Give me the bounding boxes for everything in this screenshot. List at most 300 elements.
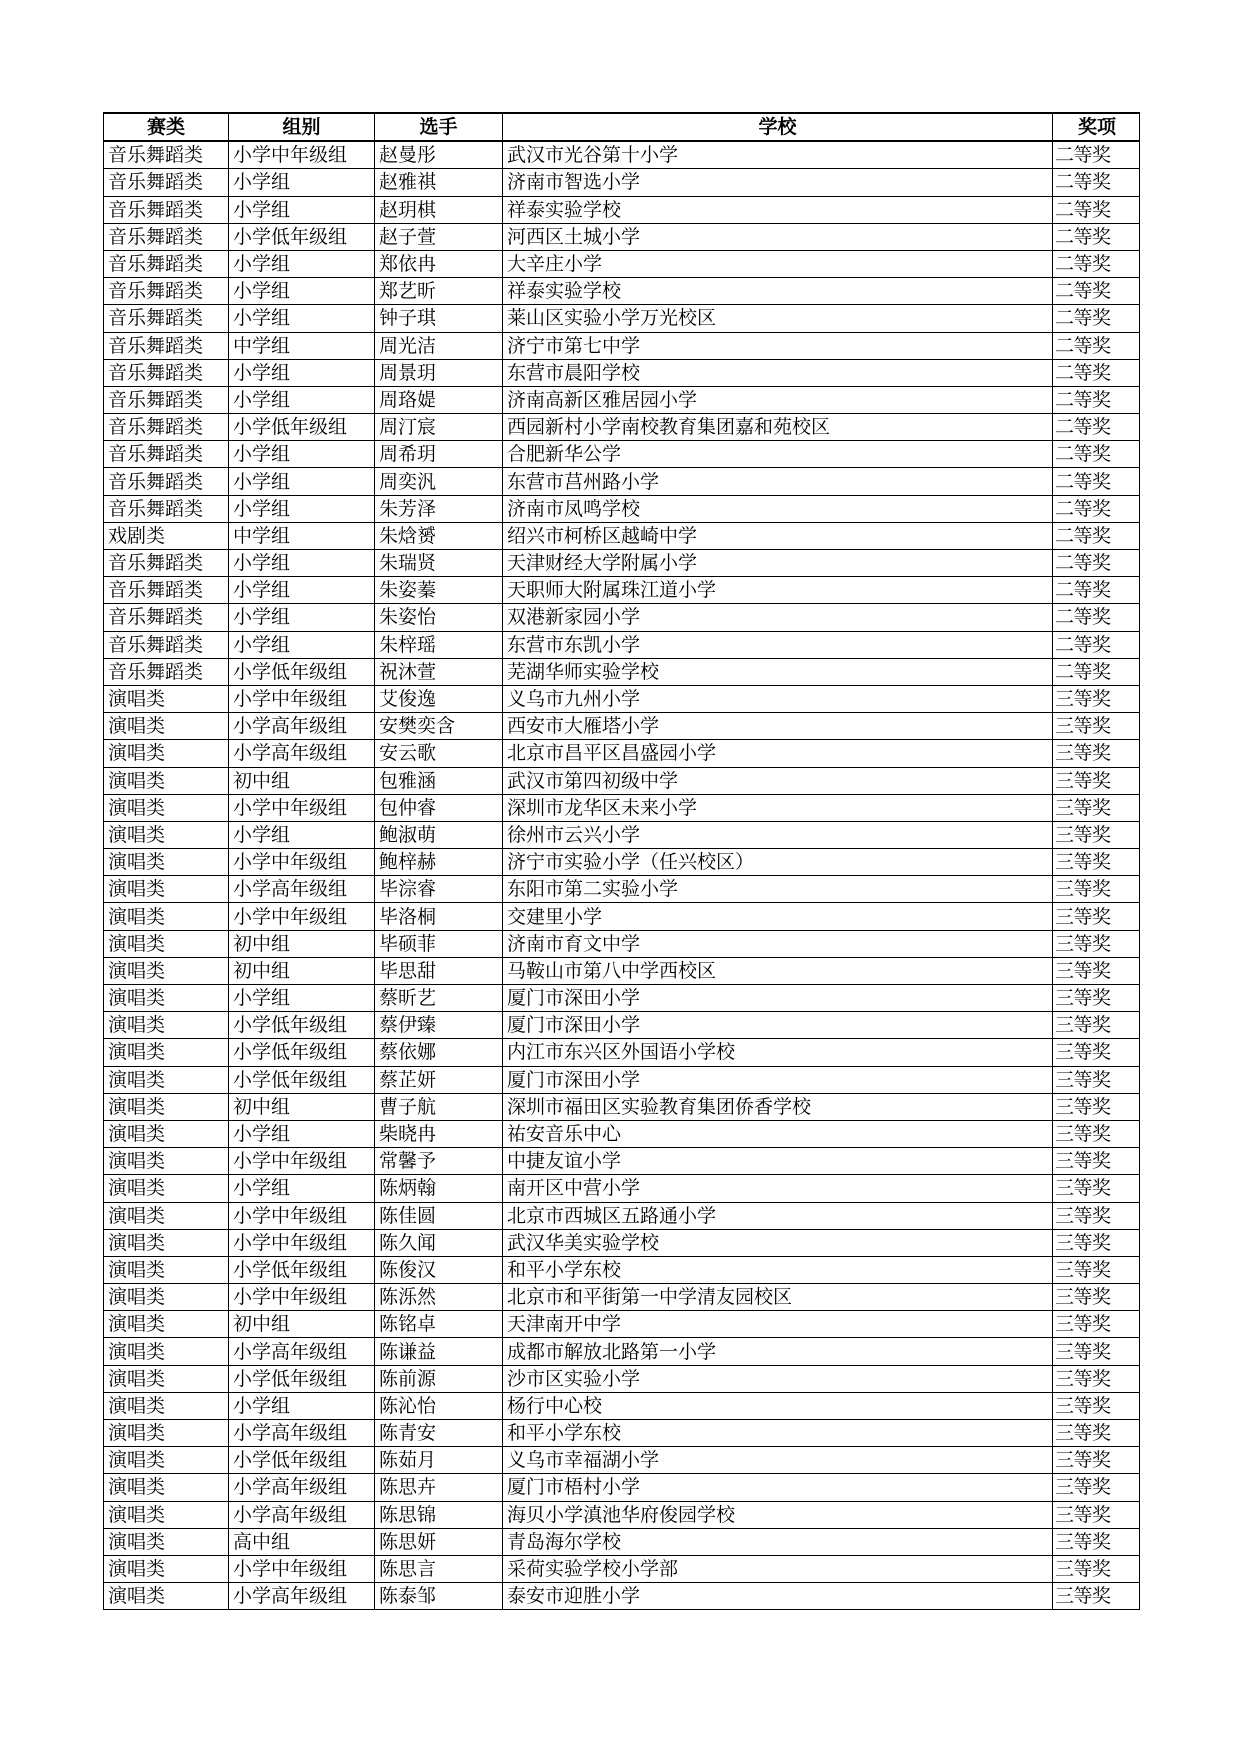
cell-award: 三等奖 (1053, 685, 1140, 712)
cell-school: 武汉市光谷第十小学 (503, 141, 1053, 169)
cell-award: 二等奖 (1053, 550, 1140, 577)
cell-contestant: 陈久闻 (375, 1229, 503, 1256)
cell-award: 三等奖 (1053, 767, 1140, 794)
cell-contestant: 周光洁 (375, 332, 503, 359)
cell-award: 三等奖 (1053, 1555, 1140, 1582)
cell-school: 大辛庄小学 (503, 250, 1053, 277)
cell-school: 北京市西城区五路通小学 (503, 1202, 1053, 1229)
cell-award: 二等奖 (1053, 332, 1140, 359)
cell-category: 演唱类 (104, 1284, 229, 1311)
cell-contestant: 陈思言 (375, 1555, 503, 1582)
cell-award: 二等奖 (1053, 386, 1140, 413)
cell-school: 义乌市幸福湖小学 (503, 1447, 1053, 1474)
header-row (104, 113, 1140, 141)
cell-group: 小学中年级组 (229, 849, 375, 876)
cell-school: 南开区中营小学 (503, 1175, 1053, 1202)
cell-award: 三等奖 (1053, 740, 1140, 767)
cell-category: 演唱类 (104, 903, 229, 930)
cell-school: 采荷实验学校小学部 (503, 1555, 1053, 1582)
cell-school: 西安市大雁塔小学 (503, 713, 1053, 740)
cell-category: 音乐舞蹈类 (104, 468, 229, 495)
table-row (104, 250, 1140, 277)
table-row (104, 441, 1140, 468)
cell-school: 海贝小学滇池华府俊园学校 (503, 1501, 1053, 1528)
cell-group: 小学中年级组 (229, 141, 375, 169)
cell-category: 音乐舞蹈类 (104, 414, 229, 441)
cell-award: 二等奖 (1053, 305, 1140, 332)
cell-award: 二等奖 (1053, 468, 1140, 495)
table-row (104, 1148, 1140, 1175)
cell-group: 小学组 (229, 604, 375, 631)
cell-group: 小学低年级组 (229, 1039, 375, 1066)
cell-contestant: 周汀宸 (375, 414, 503, 441)
cell-award: 三等奖 (1053, 930, 1140, 957)
cell-group: 小学低年级组 (229, 1066, 375, 1093)
table-row (104, 1447, 1140, 1474)
cell-group: 高中组 (229, 1528, 375, 1555)
cell-category: 音乐舞蹈类 (104, 305, 229, 332)
cell-category: 音乐舞蹈类 (104, 223, 229, 250)
cell-group: 小学组 (229, 1175, 375, 1202)
cell-group: 小学组 (229, 821, 375, 848)
cell-contestant: 赵玥棋 (375, 196, 503, 223)
cell-contestant: 郑艺昕 (375, 278, 503, 305)
table-row (104, 196, 1140, 223)
cell-school: 泰安市迎胜小学 (503, 1583, 1053, 1610)
cell-group: 小学中年级组 (229, 1555, 375, 1582)
cell-school: 济南市育文中学 (503, 930, 1053, 957)
table-row (104, 522, 1140, 549)
cell-contestant: 鲍淑萌 (375, 821, 503, 848)
table-header (104, 113, 1140, 141)
cell-category: 演唱类 (104, 930, 229, 957)
cell-contestant: 朱姿怡 (375, 604, 503, 631)
cell-school: 东营市莒州路小学 (503, 468, 1053, 495)
cell-group: 小学中年级组 (229, 1284, 375, 1311)
table-row (104, 713, 1140, 740)
cell-award: 三等奖 (1053, 1365, 1140, 1392)
cell-group: 小学低年级组 (229, 1012, 375, 1039)
table-row (104, 1501, 1140, 1528)
cell-school: 天职师大附属珠江道小学 (503, 577, 1053, 604)
table-row (104, 876, 1140, 903)
cell-school: 济南高新区雅居园小学 (503, 386, 1053, 413)
cell-group: 初中组 (229, 767, 375, 794)
cell-contestant: 朱瑞贤 (375, 550, 503, 577)
header-school: 学校 (503, 113, 1053, 141)
cell-award: 三等奖 (1053, 1120, 1140, 1147)
cell-contestant: 包仲睿 (375, 794, 503, 821)
cell-award: 三等奖 (1053, 1528, 1140, 1555)
cell-school: 和平小学东校 (503, 1420, 1053, 1447)
cell-contestant: 钟子琪 (375, 305, 503, 332)
cell-contestant: 毕硕菲 (375, 930, 503, 957)
cell-category: 音乐舞蹈类 (104, 250, 229, 277)
cell-contestant: 朱焓赟 (375, 522, 503, 549)
cell-category: 音乐舞蹈类 (104, 141, 229, 169)
table-row (104, 1583, 1140, 1610)
table-row (104, 1392, 1140, 1419)
cell-contestant: 蔡伊臻 (375, 1012, 503, 1039)
cell-group: 初中组 (229, 1093, 375, 1120)
cell-award: 三等奖 (1053, 1012, 1140, 1039)
cell-school: 芜湖华师实验学校 (503, 658, 1053, 685)
table-row (104, 903, 1140, 930)
table-row (104, 985, 1140, 1012)
table-row (104, 1474, 1140, 1501)
cell-group: 小学中年级组 (229, 1229, 375, 1256)
cell-contestant: 鲍梓赫 (375, 849, 503, 876)
table-row (104, 550, 1140, 577)
cell-award: 三等奖 (1053, 1202, 1140, 1229)
cell-group: 小学组 (229, 305, 375, 332)
cell-award: 三等奖 (1053, 1474, 1140, 1501)
cell-group: 小学组 (229, 577, 375, 604)
cell-category: 演唱类 (104, 685, 229, 712)
table-row (104, 577, 1140, 604)
cell-school: 徐州市云兴小学 (503, 821, 1053, 848)
cell-award: 二等奖 (1053, 522, 1140, 549)
cell-category: 演唱类 (104, 1175, 229, 1202)
table-row (104, 495, 1140, 522)
cell-group: 小学组 (229, 495, 375, 522)
cell-group: 小学中年级组 (229, 903, 375, 930)
cell-group: 小学组 (229, 196, 375, 223)
cell-school: 西园新村小学南校教育集团嘉和苑校区 (503, 414, 1053, 441)
cell-contestant: 陈佳圆 (375, 1202, 503, 1229)
cell-school: 杨行中心校 (503, 1392, 1053, 1419)
cell-award: 三等奖 (1053, 1066, 1140, 1093)
cell-category: 演唱类 (104, 1093, 229, 1120)
cell-group: 小学低年级组 (229, 658, 375, 685)
cell-award: 三等奖 (1053, 821, 1140, 848)
cell-category: 演唱类 (104, 1501, 229, 1528)
cell-award: 二等奖 (1053, 604, 1140, 631)
cell-award: 三等奖 (1053, 1093, 1140, 1120)
cell-category: 演唱类 (104, 1447, 229, 1474)
cell-award: 三等奖 (1053, 1420, 1140, 1447)
cell-award: 三等奖 (1053, 849, 1140, 876)
cell-school: 厦门市深田小学 (503, 1012, 1053, 1039)
cell-school: 交建里小学 (503, 903, 1053, 930)
cell-category: 演唱类 (104, 1365, 229, 1392)
cell-contestant: 安樊奕含 (375, 713, 503, 740)
cell-school: 双港新家园小学 (503, 604, 1053, 631)
cell-category: 音乐舞蹈类 (104, 278, 229, 305)
cell-category: 音乐舞蹈类 (104, 169, 229, 196)
cell-school: 祐安音乐中心 (503, 1120, 1053, 1147)
cell-contestant: 毕淙睿 (375, 876, 503, 903)
table-row (104, 414, 1140, 441)
cell-group: 小学低年级组 (229, 223, 375, 250)
cell-award: 三等奖 (1053, 1501, 1140, 1528)
cell-award: 二等奖 (1053, 223, 1140, 250)
cell-contestant: 安云歌 (375, 740, 503, 767)
cell-category: 演唱类 (104, 1311, 229, 1338)
cell-school: 厦门市深田小学 (503, 1066, 1053, 1093)
table-row (104, 631, 1140, 658)
cell-group: 小学高年级组 (229, 1338, 375, 1365)
cell-contestant: 周奕汎 (375, 468, 503, 495)
cell-contestant: 陈前源 (375, 1365, 503, 1392)
cell-group: 小学中年级组 (229, 794, 375, 821)
cell-group: 小学组 (229, 985, 375, 1012)
table-row (104, 332, 1140, 359)
cell-school: 马鞍山市第八中学西校区 (503, 957, 1053, 984)
cell-category: 音乐舞蹈类 (104, 577, 229, 604)
cell-school: 厦门市梧村小学 (503, 1474, 1053, 1501)
table-row (104, 1229, 1140, 1256)
cell-award: 二等奖 (1053, 441, 1140, 468)
cell-award: 二等奖 (1053, 250, 1140, 277)
cell-category: 演唱类 (104, 794, 229, 821)
cell-contestant: 陈铭卓 (375, 1311, 503, 1338)
table-row (104, 1039, 1140, 1066)
cell-school: 北京市昌平区昌盛园小学 (503, 740, 1053, 767)
table-row (104, 223, 1140, 250)
cell-contestant: 柴晓冉 (375, 1120, 503, 1147)
cell-contestant: 朱梓瑶 (375, 631, 503, 658)
cell-award: 三等奖 (1053, 1256, 1140, 1283)
cell-school: 东营市晨阳学校 (503, 359, 1053, 386)
cell-school: 天津南开中学 (503, 1311, 1053, 1338)
cell-group: 小学组 (229, 550, 375, 577)
cell-school: 青岛海尔学校 (503, 1528, 1053, 1555)
cell-contestant: 祝沐萱 (375, 658, 503, 685)
table-row (104, 767, 1140, 794)
cell-group: 小学低年级组 (229, 1365, 375, 1392)
header-contestant: 选手 (375, 113, 503, 141)
cell-award: 三等奖 (1053, 1447, 1140, 1474)
cell-award: 三等奖 (1053, 794, 1140, 821)
cell-group: 小学组 (229, 386, 375, 413)
cell-group: 小学组 (229, 359, 375, 386)
cell-category: 演唱类 (104, 1474, 229, 1501)
cell-group: 小学高年级组 (229, 876, 375, 903)
cell-group: 小学低年级组 (229, 1447, 375, 1474)
cell-contestant: 陈谦益 (375, 1338, 503, 1365)
cell-contestant: 陈炳翰 (375, 1175, 503, 1202)
cell-school: 和平小学东校 (503, 1256, 1053, 1283)
cell-category: 音乐舞蹈类 (104, 386, 229, 413)
cell-award: 二等奖 (1053, 359, 1140, 386)
cell-award: 三等奖 (1053, 1338, 1140, 1365)
table-row (104, 1528, 1140, 1555)
cell-school: 中捷友谊小学 (503, 1148, 1053, 1175)
cell-award: 三等奖 (1053, 1284, 1140, 1311)
cell-contestant: 曹子航 (375, 1093, 503, 1120)
cell-school: 济南市凤鸣学校 (503, 495, 1053, 522)
cell-school: 北京市和平街第一中学清友园校区 (503, 1284, 1053, 1311)
table-row (104, 1202, 1140, 1229)
cell-award: 二等奖 (1053, 278, 1140, 305)
cell-category: 演唱类 (104, 1420, 229, 1447)
cell-school: 武汉华美实验学校 (503, 1229, 1053, 1256)
cell-contestant: 陈思锦 (375, 1501, 503, 1528)
cell-category: 演唱类 (104, 1338, 229, 1365)
cell-category: 音乐舞蹈类 (104, 332, 229, 359)
cell-award: 三等奖 (1053, 957, 1140, 984)
cell-contestant: 郑依冉 (375, 250, 503, 277)
table-row (104, 740, 1140, 767)
cell-contestant: 朱芳泽 (375, 495, 503, 522)
cell-category: 音乐舞蹈类 (104, 604, 229, 631)
cell-category: 音乐舞蹈类 (104, 550, 229, 577)
cell-category: 演唱类 (104, 1583, 229, 1610)
cell-category: 音乐舞蹈类 (104, 441, 229, 468)
cell-group: 小学低年级组 (229, 414, 375, 441)
cell-award: 二等奖 (1053, 495, 1140, 522)
cell-group: 小学高年级组 (229, 1501, 375, 1528)
cell-school: 内江市东兴区外国语小学校 (503, 1039, 1053, 1066)
cell-category: 演唱类 (104, 1202, 229, 1229)
cell-contestant: 艾俊逸 (375, 685, 503, 712)
cell-award: 三等奖 (1053, 1175, 1140, 1202)
cell-group: 小学组 (229, 1392, 375, 1419)
cell-category: 演唱类 (104, 1392, 229, 1419)
cell-contestant: 周景玥 (375, 359, 503, 386)
cell-contestant: 朱姿蓁 (375, 577, 503, 604)
cell-contestant: 常馨予 (375, 1148, 503, 1175)
cell-category: 演唱类 (104, 1120, 229, 1147)
cell-category: 音乐舞蹈类 (104, 631, 229, 658)
table-row (104, 1256, 1140, 1283)
cell-school: 天津财经大学附属小学 (503, 550, 1053, 577)
cell-group: 小学组 (229, 631, 375, 658)
cell-group: 小学高年级组 (229, 740, 375, 767)
table-row (104, 278, 1140, 305)
cell-category: 演唱类 (104, 713, 229, 740)
cell-group: 小学组 (229, 250, 375, 277)
cell-contestant: 蔡依娜 (375, 1039, 503, 1066)
cell-award: 三等奖 (1053, 903, 1140, 930)
cell-category: 演唱类 (104, 1012, 229, 1039)
cell-group: 小学组 (229, 441, 375, 468)
table-body (104, 141, 1140, 1610)
cell-school: 莱山区实验小学万光校区 (503, 305, 1053, 332)
cell-contestant: 蔡芷妍 (375, 1066, 503, 1093)
cell-award: 三等奖 (1053, 985, 1140, 1012)
table-row (104, 305, 1140, 332)
cell-group: 小学中年级组 (229, 685, 375, 712)
cell-group: 小学组 (229, 278, 375, 305)
cell-school: 济南市智选小学 (503, 169, 1053, 196)
header-award: 奖项 (1053, 113, 1140, 141)
header-group: 组别 (229, 113, 375, 141)
cell-group: 小学高年级组 (229, 1420, 375, 1447)
cell-award: 三等奖 (1053, 876, 1140, 903)
cell-contestant: 赵雅祺 (375, 169, 503, 196)
cell-award: 二等奖 (1053, 658, 1140, 685)
table-row (104, 957, 1140, 984)
cell-contestant: 毕洛桐 (375, 903, 503, 930)
table-row (104, 821, 1140, 848)
table-row (104, 1555, 1140, 1582)
cell-school: 济宁市第七中学 (503, 332, 1053, 359)
cell-contestant: 陈青安 (375, 1420, 503, 1447)
cell-award: 二等奖 (1053, 631, 1140, 658)
cell-school: 济宁市实验小学（任兴校区） (503, 849, 1053, 876)
cell-contestant: 陈思妍 (375, 1528, 503, 1555)
cell-category: 演唱类 (104, 1256, 229, 1283)
cell-group: 初中组 (229, 1311, 375, 1338)
cell-category: 音乐舞蹈类 (104, 359, 229, 386)
cell-contestant: 赵子萱 (375, 223, 503, 250)
cell-award: 三等奖 (1053, 1229, 1140, 1256)
cell-category: 演唱类 (104, 1066, 229, 1093)
table-row (104, 1093, 1140, 1120)
cell-award: 三等奖 (1053, 1148, 1140, 1175)
cell-contestant: 赵曼彤 (375, 141, 503, 169)
cell-school: 成都市解放北路第一小学 (503, 1338, 1053, 1365)
cell-group: 小学低年级组 (229, 1256, 375, 1283)
cell-award: 三等奖 (1053, 1392, 1140, 1419)
table-row (104, 468, 1140, 495)
cell-group: 中学组 (229, 522, 375, 549)
cell-category: 演唱类 (104, 1229, 229, 1256)
cell-category: 演唱类 (104, 821, 229, 848)
table-row (104, 359, 1140, 386)
award-list-table (103, 112, 1140, 1610)
cell-contestant: 蔡昕艺 (375, 985, 503, 1012)
table-row (104, 1338, 1140, 1365)
cell-contestant: 陈泺然 (375, 1284, 503, 1311)
cell-group: 初中组 (229, 957, 375, 984)
cell-contestant: 周希玥 (375, 441, 503, 468)
cell-category: 演唱类 (104, 1039, 229, 1066)
header-category: 赛类 (104, 113, 229, 141)
table-row (104, 1175, 1140, 1202)
cell-award: 二等奖 (1053, 414, 1140, 441)
cell-group: 小学组 (229, 169, 375, 196)
cell-contestant: 陈思卉 (375, 1474, 503, 1501)
cell-group: 中学组 (229, 332, 375, 359)
table-row (104, 386, 1140, 413)
cell-category: 演唱类 (104, 849, 229, 876)
cell-category: 演唱类 (104, 1528, 229, 1555)
cell-school: 厦门市深田小学 (503, 985, 1053, 1012)
cell-category: 音乐舞蹈类 (104, 495, 229, 522)
cell-award: 三等奖 (1053, 1583, 1140, 1610)
cell-category: 演唱类 (104, 1555, 229, 1582)
cell-group: 小学高年级组 (229, 1583, 375, 1610)
table-row (104, 1311, 1140, 1338)
cell-contestant: 陈俊汉 (375, 1256, 503, 1283)
cell-award: 二等奖 (1053, 577, 1140, 604)
table-row (104, 685, 1140, 712)
cell-group: 小学组 (229, 468, 375, 495)
cell-category: 音乐舞蹈类 (104, 658, 229, 685)
cell-award: 二等奖 (1053, 141, 1140, 169)
cell-school: 合肥新华公学 (503, 441, 1053, 468)
cell-contestant: 陈沁怡 (375, 1392, 503, 1419)
table-row (104, 1365, 1140, 1392)
table-row (104, 141, 1140, 169)
cell-category: 音乐舞蹈类 (104, 196, 229, 223)
cell-contestant: 毕思甜 (375, 957, 503, 984)
cell-category: 演唱类 (104, 985, 229, 1012)
cell-school: 沙市区实验小学 (503, 1365, 1053, 1392)
cell-school: 深圳市福田区实验教育集团侨香学校 (503, 1093, 1053, 1120)
cell-school: 东阳市第二实验小学 (503, 876, 1053, 903)
cell-award: 二等奖 (1053, 196, 1140, 223)
cell-category: 演唱类 (104, 740, 229, 767)
cell-category: 演唱类 (104, 767, 229, 794)
table-row (104, 794, 1140, 821)
table-row (104, 1066, 1140, 1093)
cell-category: 演唱类 (104, 957, 229, 984)
cell-award: 二等奖 (1053, 169, 1140, 196)
